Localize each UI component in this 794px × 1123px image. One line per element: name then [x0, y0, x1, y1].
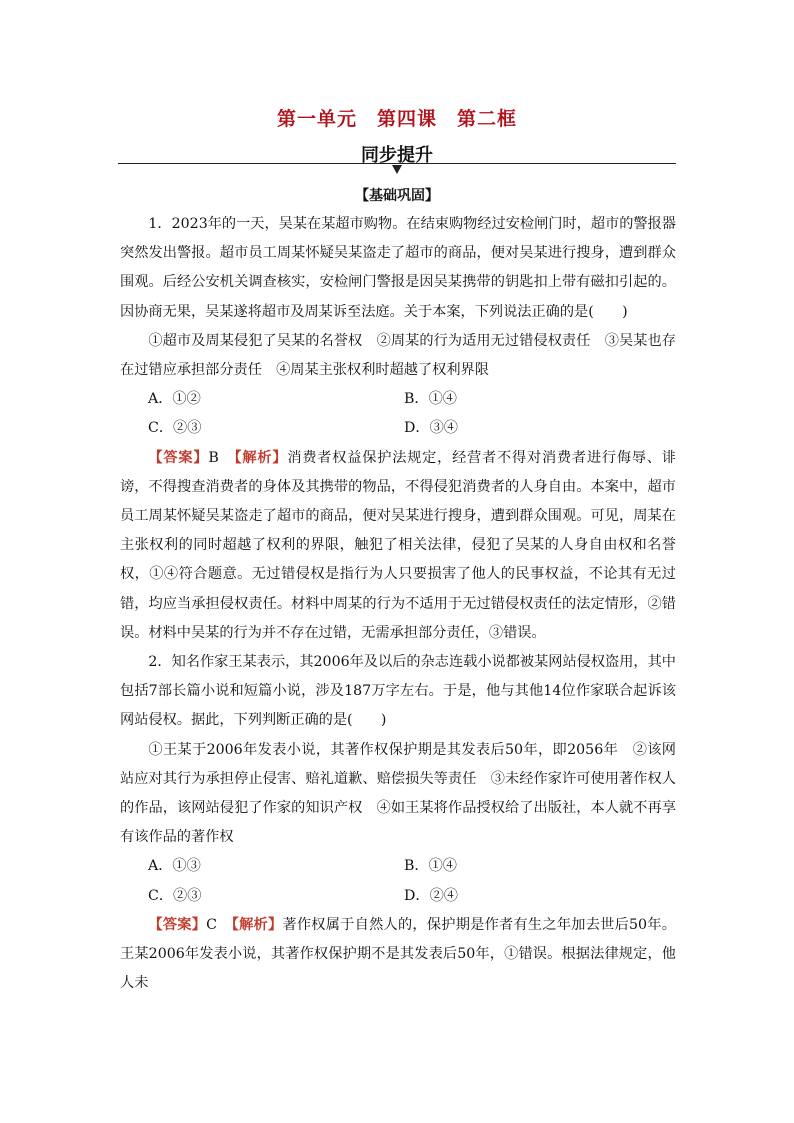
lesson-subtitle: 同步提升: [361, 145, 433, 166]
content-body: [120, 210, 676, 998]
question-1-option-a: A．①②: [148, 391, 201, 408]
question-2-options-row-2: [120, 882, 676, 911]
question-2-option-a: A．①③: [148, 858, 201, 875]
question-1-stem: 1．2023年的一天，吴某在某超市购物。在结束购物经过安检闸门时，超市的警报器突然发出警报。超市员工周某怀疑吴某盗走了超市的商品，便对吴某进行搜身，遭到群众围观。后经公安机关调查核实，安检闸门警报是因吴某携带的钥匙扣上带有磁扣引起的。因协商无果，吴某遂将超市及周某诉至法庭。关于本案，下列说法正确的是( ): [120, 216, 676, 320]
answer-tag: 【答案】: [148, 449, 209, 466]
section-heading: 【基础巩固】: [355, 188, 439, 204]
question-2-option-c: C．②③: [148, 887, 202, 904]
triangle-marker-icon: [392, 165, 402, 174]
question-1-option-c: C．②③: [148, 420, 202, 437]
question-1-option-b: B．①④: [404, 391, 457, 408]
analysis-tag: 【解析】: [231, 916, 283, 933]
question-1-options-row-2: [120, 414, 676, 443]
question-2-answer: C: [206, 916, 218, 933]
lesson-title: 第一单元 第四课 第二框: [276, 108, 517, 130]
question-2-option-d: D．②④: [404, 887, 458, 904]
question-2-option-b: B．①④: [404, 858, 457, 875]
header-divider: [118, 163, 676, 164]
question-1-analysis: 消费者权益保护法规定，经营者不得对消费者进行侮辱、诽谤，不得搜查消费者的身体及其携带的物品，不得侵犯消费者的人身自由。本案中，超市员工周某怀疑吴某盗走了超市的商品，便对吴某进行搜身，遭到群众围观。可见，周某在主张权利的同时超越了权利的界限，触犯了相关法律，侵犯了吴某的人身自由权和名誉权，①④符合题意。无过错侵权是指行为人只要损害了他人的民事权益，不论其有无过错，均应当承担侵权责任。材料中周某的行为不适用于无过错侵权责任的法定情形，②错误。材料中吴某的行为并不存在过错，无需承担部分责任，③错误。: [120, 449, 676, 641]
question-1-answer: B: [208, 449, 219, 466]
question-1-statements: ①超市及周某侵犯了吴某的名誉权 ②周某的行为适用无过错侵权责任 ③吴某也存在过错应承担部分责任 ④周某主张权利时超越了权利界限: [120, 332, 676, 379]
question-2-stem: 2．知名作家王某表示，其2006年及以后的杂志连载小说都被某网站侵权盗用，其中包括7部长篇小说和短篇小说，涉及187万字左右。于是，他与其他14位作家联合起诉该网站侵权。据此，下列判断正确的是( ): [120, 654, 676, 729]
analysis-tag: 【解析】: [234, 449, 288, 466]
question-1-option-d: D．③④: [404, 420, 458, 437]
question-2-statements: ①王某于2006年发表小说，其著作权保护期是其发表后50年，即2056年 ②该网站应对其行为承担停止侵害、赔礼道歉、赔偿损失等责任 ③未经作家许可使用著作权人的作品，该网站侵犯了作家的知识产权 ④如王某将作品授权给了出版社，本人就不再享有该作品的著作权: [120, 741, 676, 846]
question-2-options-row-1: [120, 852, 676, 881]
question-2-answer-block: [120, 911, 676, 999]
answer-tag: 【答案】: [148, 916, 207, 933]
question-1-options-row-1: [120, 385, 676, 414]
question-2-analysis: 著作权属于自然人的，保护期是作者有生之年加去世后50年。王某2006年发表小说，其著作权保护期不是其发表后50年，①错误。根据法律规定，他人未: [120, 916, 676, 992]
question-1-answer-block: [120, 444, 676, 648]
